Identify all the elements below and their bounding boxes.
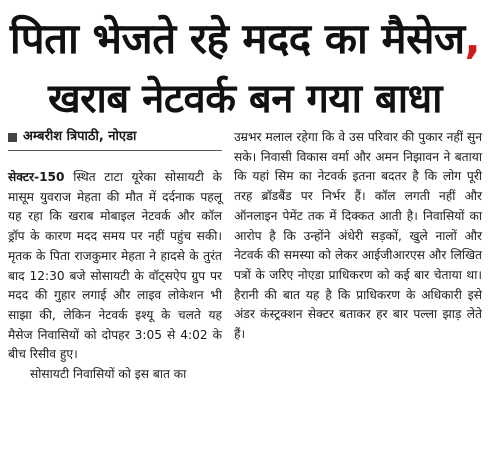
headline-comma: , xyxy=(464,14,481,63)
headline-line-1 xyxy=(0,14,490,64)
byline xyxy=(8,128,230,146)
byline-author: अम्बरीश त्रिपाठी, नोएडा xyxy=(23,129,137,144)
article-paragraph-1 xyxy=(8,168,222,365)
article-paragraph-2: सोसायटी निवासियों को इस बात का xyxy=(30,367,187,382)
article-column-right xyxy=(234,128,482,345)
byline-divider xyxy=(8,150,222,151)
article-column-left xyxy=(8,168,222,385)
paragraph-1-text: स्थित टाटा यूरेका सोसायटी के मासूम युवराज मेहता की मौत में दर्दनाक पहलू यह रहा कि खराब मोबाइल नेटवर्क और कॉल ड्रॉप के कारण मदद समय पर नहीं पहुंच सकी। मृतक के पिता राजकुमार मेहता ने हादसे के तुरंत बाद 12:30 बजे सोसायटी के वॉट्सऐप ग्रुप पर मदद की गुहार लगाई और लाइव लोकेशन भी साझा की, लेकिन नेटवर्क इश्यू के चलते यह मैसेज निवासियों को दोपहर 3:05 से 4:02 के बीच रिसीव हुए। xyxy=(8,170,222,362)
headline-line-2: खराब नेटवर्क बन गया बाधा xyxy=(47,76,443,122)
square-bullet-icon xyxy=(8,133,17,142)
headline-line-1-text: पिता भेजते रहे मदद का मैसेज xyxy=(9,14,465,63)
article-paragraph-right: उम्रभर मलाल रहेगा कि वे उस परिवार की पुकार नहीं सुन सके। निवासी विकास वर्मा और अमन निझावन ने बताया कि यहां सिम का नेटवर्क इतना बदतर है कि लोग पूरी तरह ब्रॉडबैंड पर निर्भर हैं। कॉल लगती नहीं और ऑनलाइन पेमेंट तक में दिक्कत आती है। निवासियों का आरोप है कि उन्होंने अंधेरी सड़कों, खुले नालों और नेटवर्क की समस्या को लेकर आईजीआरएस और लिखित पत्रों के जरिए नोएडा प्राधिकरण को कई बार चेताया था। हैरानी की बात यह है कि प्राधिकरण के अधिकारी इसे अंडर कंस्ट्रक्शन सेक्टर बताकर हर बार पल्ला झाड़ लेते हैं। xyxy=(234,130,482,342)
dateline: सेक्टर-150 xyxy=(8,170,65,184)
